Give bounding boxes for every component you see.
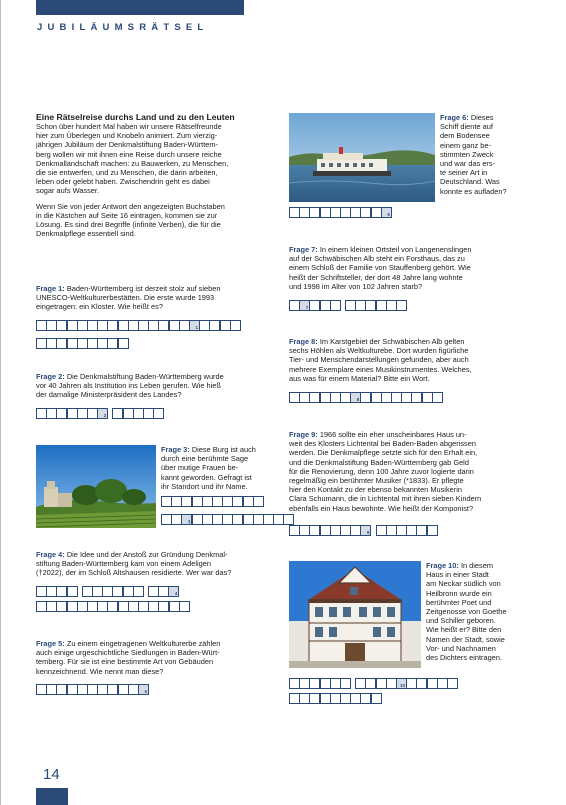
question-text: Dieses [470, 113, 494, 122]
letter-box[interactable] [253, 496, 264, 507]
answer-word [289, 392, 442, 403]
intro-line: leben oder gelebt haben. Zwischendrin geht es dabei [36, 177, 210, 187]
question-text: am Neckar südlich von [426, 579, 501, 589]
question-label: Frage 9: [289, 430, 318, 439]
answer-row [36, 586, 184, 597]
question-text: dem Bodensee [440, 131, 490, 141]
question-text: weit des Klosters Lichtental bei Baden-Baden abgerissen [289, 439, 476, 449]
question-text: des Dichters eintragen. [426, 653, 502, 663]
answer-row [161, 496, 268, 507]
question-9 [289, 430, 551, 513]
header-title: JUBILÄUMSRÄTSEL [37, 22, 209, 33]
question-text: eingetragen: ein Kloster. Wie heißt es? [36, 302, 163, 312]
question-label: Frage 6: [440, 113, 469, 122]
answer-row [289, 300, 411, 311]
answer-word [289, 678, 350, 689]
key-number: 8 [356, 397, 360, 402]
question-text: UNESCO-Weltkulturerbestätten. Die erste wurde 1993 [36, 293, 215, 303]
key-number: 1 [195, 325, 199, 330]
answer-row [289, 207, 396, 218]
answer-word [161, 514, 294, 525]
letter-box[interactable] [67, 586, 78, 597]
question-text: Heilbronn wurde ein [426, 588, 492, 598]
question-text: Deutschland. Was [440, 177, 500, 187]
intro-line: berg wollen wir mit ihnen eine Reise durch unsere reiche [36, 149, 222, 159]
footer-bar [36, 788, 68, 805]
question-text: ihr Standort und ihr Name. [161, 481, 248, 491]
question-text: werden. Die Denkmalpflege setzte sich für den Erhalt ein, [289, 448, 478, 458]
question-label: Frage 7: [289, 245, 318, 254]
answer-word [36, 408, 107, 419]
answer-word [148, 586, 179, 597]
letter-box[interactable] [153, 408, 164, 419]
question-text: mehrere Exemplare eines Musikinstrumentes. Welches, [289, 364, 472, 374]
answer-word [82, 586, 143, 597]
answer-word [36, 586, 77, 597]
question-text: Zu einem eingetragenen Weltkulturerbe zählen [66, 639, 221, 648]
question-text: für die Renovierung, denn 100 Jahre zuvor logierte darin [289, 466, 474, 476]
question-text: über mutige Frauen be- [161, 463, 239, 473]
header-bar [36, 0, 244, 15]
key-number: 2 [103, 413, 107, 418]
question-text: Schiff diente auf [440, 122, 493, 132]
question-label: Frage 8: [289, 337, 318, 346]
intro-line: Denkmallandschaft machen: zu Bauwerken, zu Menschen, [36, 158, 229, 168]
letter-box[interactable] [427, 525, 438, 536]
question-text: regelmäßig ein berühmter Musiker (*1833). Er pflegte [289, 476, 464, 486]
answer-row [289, 392, 447, 403]
question-text: konnte es aufladen? [440, 186, 507, 196]
question-6 [440, 113, 550, 196]
intro-line: Schon über hundert Mal haben wir unsere Rätselfreunde [36, 122, 222, 131]
instruction-line: in die Kästchen auf Seite 16 eintragen, kommen sie zur [36, 210, 218, 220]
answer-row [36, 684, 153, 695]
answer-word [376, 525, 437, 536]
question-10 [426, 561, 554, 662]
key-number: 10 [400, 683, 406, 688]
letter-box[interactable] [179, 601, 190, 612]
question-label: Frage 3: [161, 445, 190, 454]
question-text: hier den Kontakt zu der ebenso bekannten Musikerin [289, 485, 462, 495]
question-text: Zeitgenosse von Goethe [426, 607, 507, 617]
letter-box[interactable] [447, 678, 458, 689]
question-text: durch eine berühmte Sage [161, 454, 249, 464]
answer-row [36, 338, 133, 349]
question-text: Die Idee und der Anstoß zur Gründung Denkmal- [66, 550, 228, 559]
question-text: und 1998 im Alter von 102 Jahren starb? [289, 281, 423, 291]
question-text: Die Denkmalstiftung Baden-Württemberg wurde [66, 372, 224, 381]
answer-word [289, 693, 381, 704]
key-number: 5 [144, 689, 148, 694]
answer-word [355, 678, 457, 689]
letter-box[interactable] [371, 693, 382, 704]
answer-row [36, 601, 194, 612]
question-text: Baden-Württemberg ist derzeit stolz auf sieben [66, 284, 221, 293]
question-text: stimmten Zweck [440, 149, 494, 159]
question-text: vor 40 Jahren als Institution ins Leben gerufen. Wie hieß [36, 381, 221, 391]
question-text: In einem kleinen Ortsteil von Langenenslingen [319, 245, 472, 254]
intro-line: die sie entwerfen, und zu Menschen, die darin arbeiten, [36, 168, 218, 178]
answer-word [112, 408, 163, 419]
answer-word [36, 684, 148, 695]
castle-photo [36, 445, 156, 528]
answer-row [161, 514, 299, 525]
letter-box[interactable] [340, 678, 351, 689]
question-text: einem ganz be- [440, 140, 491, 150]
letter-box[interactable] [118, 338, 129, 349]
question-text: ebenfalls ein Haus bewohnte. Wie heißt der Komponist? [289, 503, 474, 513]
key-letter-box[interactable] [381, 207, 392, 218]
question-2 [36, 372, 276, 400]
answer-row [289, 693, 386, 704]
question-text: auch einige urgeschichtliche Siedlungen in Baden-Würt- [36, 648, 220, 658]
question-text: Diese Burg ist auch [191, 445, 256, 454]
question-text: temberg. Für sie ist eine bestimmte Art von Gebäuden [36, 657, 214, 667]
key-number: 4 [174, 591, 178, 596]
answer-word [345, 300, 406, 311]
answer-row [36, 408, 168, 419]
question-text: und war das ers- [440, 159, 496, 169]
question-text: und die Denkmalstiftung Baden-Württemberg gab Geld [289, 457, 469, 467]
question-text: einem Schloß der Familie von Stauffenberg gehört. Wie [289, 263, 471, 273]
answer-word [36, 320, 240, 331]
question-text: kennzeichnend. Wie nennt man diese? [36, 666, 164, 676]
question-text: der damalige Ministerpräsident des Landes? [36, 390, 182, 400]
answer-word [289, 207, 391, 218]
question-8 [289, 337, 549, 383]
intro-line: hier zum Überlegen und Knobeln animiert. Zum vierzig- [36, 131, 218, 141]
key-number: 7 [305, 305, 309, 310]
question-label: Frage 1: [36, 284, 65, 293]
question-text: auf der Schwäbischen Alb steht ein Forsthaus, das zu [289, 254, 465, 264]
question-text: Vor- und Nachnamen [426, 643, 496, 653]
key-letter-box[interactable] [97, 408, 108, 419]
question-1 [36, 284, 276, 312]
key-number: 9 [366, 530, 370, 535]
question-text: (†2022), der im Schloß Altshausen residierte. Wer war das? [36, 568, 232, 578]
question-label: Frage 4: [36, 550, 65, 559]
letter-box[interactable] [230, 320, 241, 331]
key-number: 6 [387, 212, 390, 217]
page-number: 14 [43, 766, 60, 783]
question-text: kannt geworden. Gefragt ist [161, 472, 252, 482]
question-text: Tier- und Menschendarstellungen gefunden, aber auch [289, 355, 469, 365]
intro-line: sogar aufs Wasser. [36, 186, 99, 196]
question-text: und Schiller geboren. [426, 616, 496, 626]
answer-word [289, 525, 371, 536]
question-text: sechs Höhlen als Weltkulturebe. Dort wurden figürliche [289, 346, 469, 356]
question-text: stiftung Baden-Württemberg kam von einem Adeligen [36, 559, 212, 569]
question-text: heißt der Schriftsteller, der dort 48 Jahre lang wohnte [289, 272, 463, 282]
house-photo [289, 561, 421, 668]
question-label: Frage 10: [426, 561, 459, 570]
instruction-line: Denkmalpflege essentiell sind. [36, 229, 136, 239]
answer-row [289, 678, 462, 689]
letter-box[interactable] [432, 392, 443, 403]
letter-box[interactable] [283, 514, 294, 525]
key-number: 3 [187, 519, 191, 524]
answer-word [161, 496, 263, 507]
question-text: Wie heißt er? Bitte den [426, 625, 502, 635]
answer-word [36, 601, 189, 612]
key-letter-box[interactable] [360, 525, 371, 536]
question-text: In diesem [460, 561, 493, 570]
question-text: Haus in einer Stadt [426, 570, 489, 580]
question-text: Clara Schumann, die in Lichtental mit ihren sieben Kindern [289, 494, 482, 504]
answer-row [36, 320, 245, 331]
answer-word [36, 338, 128, 349]
question-text: aus was für einem Material? Bitte ein Wort. [289, 373, 430, 383]
letter-box[interactable] [133, 586, 144, 597]
question-7 [289, 245, 549, 291]
key-letter-box[interactable] [168, 586, 179, 597]
ship-photo [289, 113, 435, 202]
page-edge [0, 0, 1, 805]
instruction-line: Lösung. Es sind drei Begriffe (infinite Verben), die für die [36, 220, 221, 230]
intro-line: jährigen Jubiläum der Denkmalstiftung Baden-Württem- [36, 140, 218, 150]
question-label: Frage 2: [36, 372, 65, 381]
answer-row [289, 525, 442, 536]
letter-box[interactable] [396, 300, 407, 311]
question-5 [36, 639, 281, 676]
question-text: te seiner Art in [440, 168, 488, 178]
question-text: Namen der Stadt, sowie [426, 634, 505, 644]
question-label: Frage 5: [36, 639, 65, 648]
question-text: 1966 sollte ein eher unscheinbares Haus un- [319, 430, 467, 439]
intro-block [36, 112, 276, 238]
instruction-line: Wenn Sie von jeder Antwort den angezeigten Buchstaben [36, 201, 225, 211]
answer-word [289, 300, 340, 311]
question-4 [36, 550, 281, 578]
question-3 [161, 445, 281, 491]
intro-title: Eine Rätselreise durchs Land und zu den Leuten [36, 112, 235, 122]
question-text: berühmter Poet und [426, 597, 492, 607]
question-text: Im Karstgebiet der Schwäbischen Alb gelten [319, 337, 465, 346]
letter-box[interactable] [330, 300, 341, 311]
key-letter-box[interactable] [138, 684, 149, 695]
